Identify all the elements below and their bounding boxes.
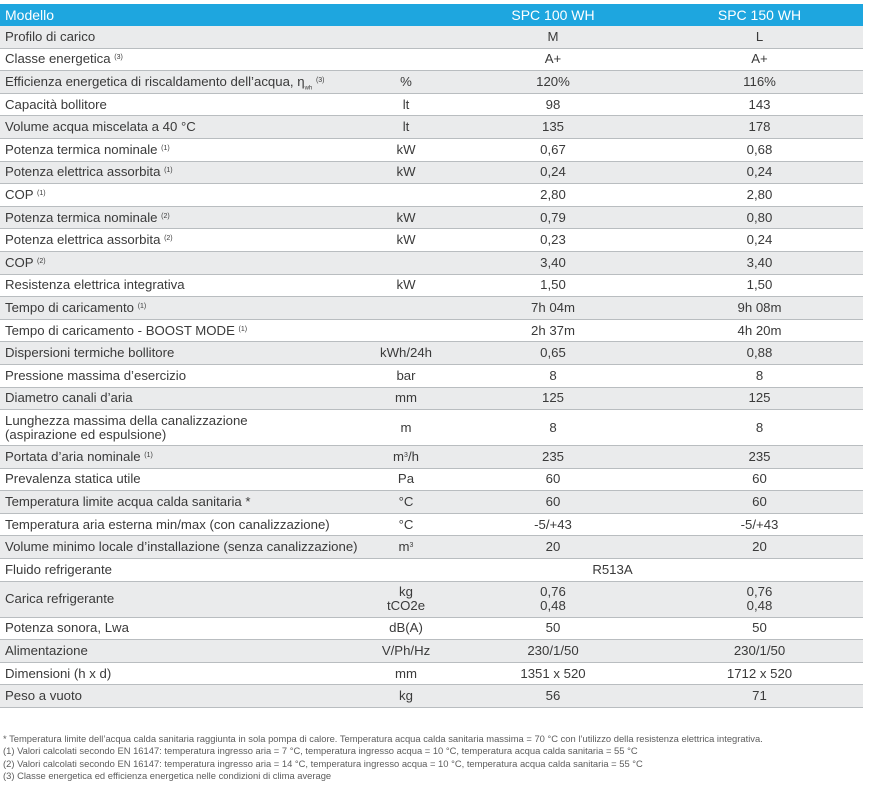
table-row [0, 513, 863, 536]
row-unit: kW [362, 161, 450, 184]
label-subscript: wh [304, 85, 313, 92]
row-value-1: 0,24 [450, 161, 656, 184]
row-value-1: 125 [450, 387, 656, 410]
row-value-2: -5/+43 [656, 513, 863, 536]
row-value-2: 3,40 [656, 251, 863, 274]
row-unit: mm [362, 387, 450, 410]
row-value-1: -5/+43 [450, 513, 656, 536]
row-value-2: 116% [656, 71, 863, 94]
row-value-1: 8 [450, 410, 656, 446]
row-label [0, 251, 362, 274]
row-value-1: 0,67 [450, 138, 656, 161]
row-value-2 [656, 581, 863, 617]
row-unit: V/Ph/Hz [362, 640, 450, 663]
row-value-2: 178 [656, 116, 863, 139]
note-ref: (1) [164, 167, 173, 175]
row-unit: kW [362, 206, 450, 229]
row-label: Pressione massima d’esercizio [0, 364, 362, 387]
label-text: Efficienza energetica di riscaldamento dell’acqua, η [5, 73, 305, 89]
row-unit: lt [362, 93, 450, 116]
row-label [0, 206, 362, 229]
note-ref: (2) [37, 257, 46, 265]
table-row [0, 387, 863, 410]
table-row [0, 617, 863, 640]
row-value-2: 71 [656, 685, 863, 708]
table-row [0, 116, 863, 139]
label-line-1: Lunghezza massima della canalizzazione [5, 412, 248, 428]
note-ref: (3) [114, 54, 123, 62]
note-ref: (1) [238, 325, 248, 333]
row-value-1: 60 [450, 468, 656, 491]
label-text: Potenza elettrica assorbita [5, 232, 161, 248]
label-text: COP [5, 186, 34, 202]
header-modello: Modello [0, 4, 362, 26]
unit-line-2: tCO2e [386, 598, 426, 614]
row-value-1: A+ [450, 48, 656, 71]
row-value-2: 125 [656, 387, 863, 410]
table-row [0, 206, 863, 229]
row-value-2: 60 [656, 468, 863, 491]
table-row [0, 138, 863, 161]
row-unit: mm [362, 662, 450, 685]
spec-table [0, 4, 863, 708]
row-value-1: 56 [450, 685, 656, 708]
row-unit: bar [362, 364, 450, 387]
table-row [0, 491, 863, 514]
table-row [0, 184, 863, 207]
row-unit [362, 297, 450, 320]
row-unit: lt [362, 116, 450, 139]
row-value-1: 1351 x 520 [450, 662, 656, 685]
row-unit: kWh/24h [362, 342, 450, 365]
row-label [0, 297, 362, 320]
header-model-2: SPC 150 WH [656, 4, 863, 26]
row-value-1: 50 [450, 617, 656, 640]
row-label: Alimentazione [0, 640, 362, 663]
row-label [0, 446, 362, 469]
row-value-2: 8 [656, 410, 863, 446]
row-label: Fluido refrigerante [0, 559, 362, 582]
unit-text: m [398, 539, 410, 555]
row-unit: dB(A) [362, 617, 450, 640]
table-row [0, 536, 863, 559]
label-line-2: (aspirazione ed espulsione) [5, 426, 167, 442]
table-row [0, 559, 863, 582]
footnote-2: (2) Valori calcolati secondo EN 16147: temperatura ingresso aria = 14 °C, temperatura ingresso acqua = 10 °C, temperatura acqua calda sanitaria = 55 °C [3, 757, 643, 769]
row-label: Temperatura limite acqua calda sanitaria * [0, 491, 362, 514]
row-value-1 [450, 581, 656, 617]
table-row [0, 640, 863, 663]
row-label [0, 229, 362, 252]
row-label [0, 410, 362, 446]
label-text: COP [5, 254, 34, 270]
row-label: Volume acqua miscelata a 40 °C [0, 116, 362, 139]
label-text: Potenza termica nominale [5, 141, 158, 157]
label-text: Tempo di caricamento - BOOST MODE [5, 322, 235, 338]
row-value-1: 60 [450, 491, 656, 514]
row-unit: % [362, 71, 450, 94]
unit-text: m [393, 448, 405, 464]
row-label: Dimensioni (h x d) [0, 662, 362, 685]
row-value-1: 0,65 [450, 342, 656, 365]
label-text: Tempo di caricamento [5, 299, 135, 315]
header-unit [362, 4, 450, 26]
row-label: Temperatura aria esterna min/max (con canalizzazione) [0, 513, 362, 536]
row-label [0, 71, 362, 94]
row-value-1: 8 [450, 364, 656, 387]
row-label [0, 138, 362, 161]
value-line-1: 0,76 [540, 584, 566, 600]
row-value-1: 135 [450, 116, 656, 139]
row-unit: m [362, 410, 450, 446]
note-ref: (1) [137, 302, 147, 310]
row-unit: °C [362, 491, 450, 514]
label-text: Potenza elettrica assorbita [5, 164, 161, 180]
note-ref: (2) [164, 235, 173, 243]
table-row [0, 446, 863, 469]
table-row [0, 364, 863, 387]
row-value-2: 2,80 [656, 184, 863, 207]
row-unit: kg [362, 685, 450, 708]
table-row [0, 71, 863, 94]
label-text: Classe energetica [5, 51, 111, 67]
row-value-2: 50 [656, 617, 863, 640]
table-row [0, 319, 863, 342]
row-value-1: 230/1/50 [450, 640, 656, 663]
row-unit [362, 581, 450, 617]
row-unit: kW [362, 274, 450, 297]
row-unit [362, 446, 450, 469]
table-row [0, 26, 863, 48]
note-ref: (3) [315, 76, 325, 84]
table-row [0, 297, 863, 320]
row-value-1: 2,80 [450, 184, 656, 207]
row-value-1: 0,79 [450, 206, 656, 229]
unit-superscript: 3 [404, 451, 408, 459]
unit-rest: /h [407, 448, 419, 464]
row-label: Carica refrigerante [0, 581, 362, 617]
row-value-1: 3,40 [450, 251, 656, 274]
row-value-2: 143 [656, 93, 863, 116]
table-row [0, 48, 863, 71]
row-value-2: 0,24 [656, 161, 863, 184]
note-ref: (2) [161, 212, 170, 220]
table-row [0, 685, 863, 708]
row-unit: kW [362, 138, 450, 161]
row-unit [362, 251, 450, 274]
row-unit: °C [362, 513, 450, 536]
row-label [0, 319, 362, 342]
row-label: Peso a vuoto [0, 685, 362, 708]
value-line-1: 0,76 [746, 584, 773, 600]
value-line-2: 0,48 [540, 598, 566, 614]
value-line-2: 0,48 [746, 598, 773, 614]
row-unit [362, 48, 450, 71]
row-label [0, 184, 362, 207]
row-label: Potenza sonora, Lwa [0, 617, 362, 640]
row-label: Volume minimo locale d’installazione (senza canalizzazione) [0, 536, 362, 559]
row-value-2: 0,80 [656, 206, 863, 229]
row-unit [362, 319, 450, 342]
table-row [0, 251, 863, 274]
row-value-2: 235 [656, 446, 863, 469]
row-unit [362, 184, 450, 207]
row-value-2: A+ [656, 48, 863, 71]
row-value-2: 0,88 [656, 342, 863, 365]
table-row [0, 161, 863, 184]
row-value-2: 9h 08m [656, 297, 863, 320]
table-row [0, 662, 863, 685]
unit-line-1: kg [399, 584, 413, 600]
row-value-1: 120% [450, 71, 656, 94]
row-label: Diametro canali d’aria [0, 387, 362, 410]
table-row [0, 229, 863, 252]
table-row [0, 410, 863, 446]
footnote-1: (1) Valori calcolati secondo EN 16147: temperatura ingresso aria = 7 °C, temperatura ingresso acqua = 10 °C, temperatura acqua calda sanitaria = 55 °C [3, 745, 638, 757]
row-label: Dispersioni termiche bollitore [0, 342, 362, 365]
row-value-1: 0,23 [450, 229, 656, 252]
footnotes [3, 733, 763, 783]
row-label [0, 161, 362, 184]
row-value-1: 7h 04m [450, 297, 656, 320]
row-value-1: 1,50 [450, 274, 656, 297]
row-unit: Pa [362, 468, 450, 491]
note-ref: (1) [144, 451, 153, 459]
row-label: Resistenza elettrica integrativa [0, 274, 362, 297]
row-value-1: 98 [450, 93, 656, 116]
label-text: Potenza termica nominale [5, 209, 158, 225]
row-label [0, 48, 362, 71]
row-value-2: 60 [656, 491, 863, 514]
row-value-2: 4h 20m [656, 319, 863, 342]
row-value-1: M [450, 26, 656, 48]
note-ref: (1) [161, 144, 170, 152]
row-value-1: 2h 37m [450, 319, 656, 342]
row-label: Capacità bollitore [0, 93, 362, 116]
table-header [0, 4, 863, 26]
table-row [0, 342, 863, 365]
label-text: Portata d’aria nominale [5, 448, 141, 464]
row-unit [362, 536, 450, 559]
footnote-3: (3) Classe energetica ed efficienza energetica nelle condizioni di clima average [3, 770, 332, 782]
row-value-2: 8 [656, 364, 863, 387]
row-value-2: 230/1/50 [656, 640, 863, 663]
row-value-1: 20 [450, 536, 656, 559]
row-value-merged: R513A [362, 559, 863, 582]
row-value-2: 20 [656, 536, 863, 559]
table-row [0, 274, 863, 297]
row-value-1: 235 [450, 446, 656, 469]
header-model-1: SPC 100 WH [450, 4, 656, 26]
row-label: Prevalenza statica utile [0, 468, 362, 491]
row-value-2: L [656, 26, 863, 48]
row-unit [362, 26, 450, 48]
row-value-2: 1712 x 520 [656, 662, 863, 685]
footnote-star: * Temperatura limite dell’acqua calda sanitaria raggiunta in sola pompa di calore. Temperatura acqua calda sanitaria massima = 70 °C con l’utilizzo della resistenza elettrica integrativa. [3, 733, 763, 744]
row-label: Profilo di carico [0, 26, 362, 48]
row-value-2: 0,24 [656, 229, 863, 252]
note-ref: (1) [37, 189, 46, 197]
row-value-2: 1,50 [656, 274, 863, 297]
unit-superscript: 3 [409, 542, 414, 550]
table-row [0, 581, 863, 617]
table-row [0, 468, 863, 491]
table-row [0, 93, 863, 116]
row-unit: kW [362, 229, 450, 252]
row-value-2: 0,68 [656, 138, 863, 161]
